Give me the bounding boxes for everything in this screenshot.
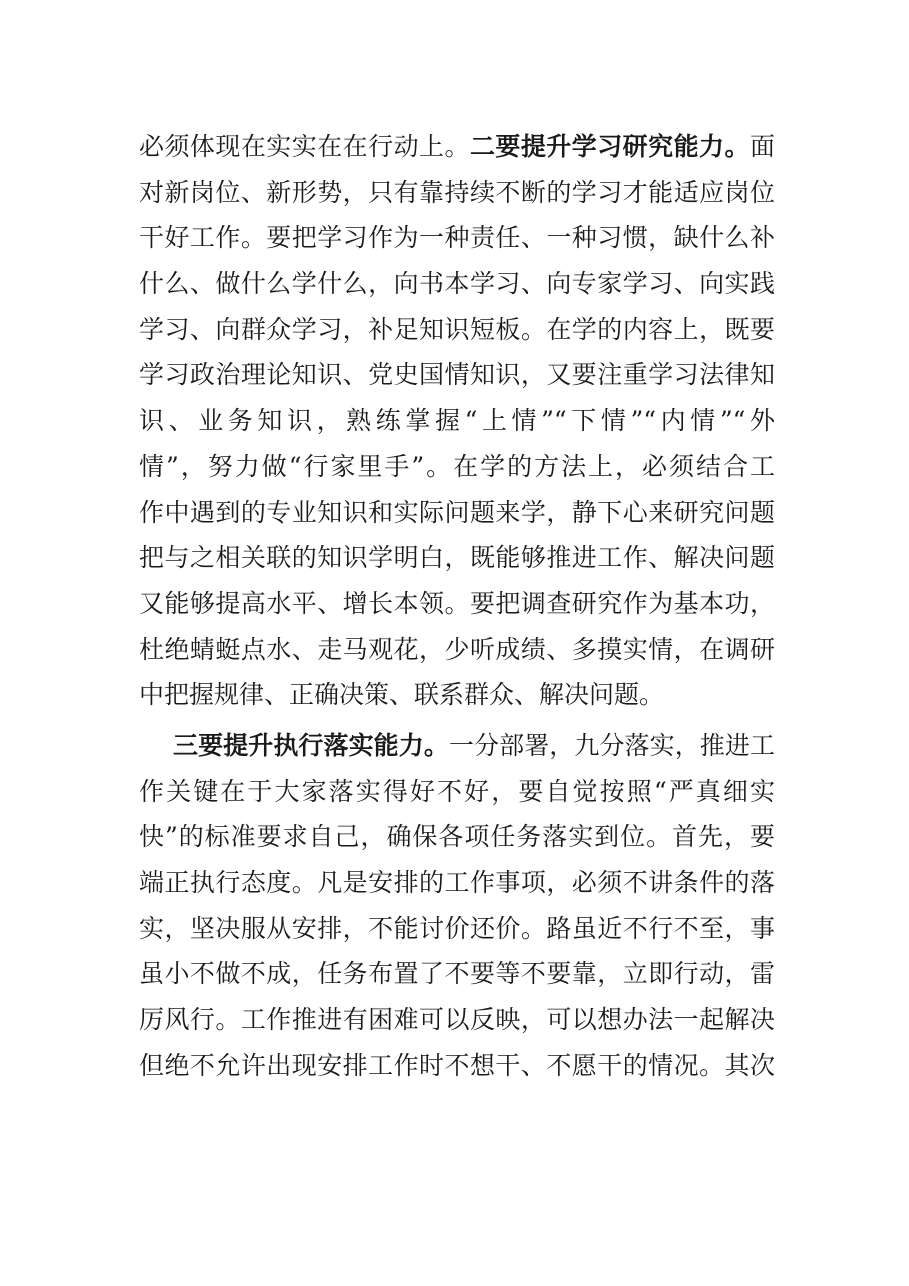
text-line [139, 352, 775, 398]
body-text: 作关键在于大家落实得好不好，要自觉按照“严真细实 [139, 776, 775, 806]
text-line [139, 581, 775, 627]
body-text: 作中遇到的专业知识和实际问题来学，静下心来研究问题 [139, 497, 775, 527]
body-text: 端正执行态度。凡是安排的工作事项，必须不讲条件的落 [139, 868, 775, 897]
body-text: 又能够提高水平、增长本领。要把调查研究作为基本功， [139, 588, 775, 618]
body-text: 但绝不允许出现安排工作时不想干、不愿干的情况。其次 [139, 1050, 775, 1080]
text-line [139, 215, 775, 261]
text-line [139, 627, 775, 673]
text-line [139, 672, 775, 718]
text-line [139, 906, 775, 952]
body-text: 对新岗位、新形势，只有靠持续不断的学习才能适应岗位 [139, 177, 775, 207]
text-line [139, 814, 775, 860]
body-text: 实，坚决服从安排，不能讨价还价。路虽近不行不至，事 [139, 913, 775, 943]
text-line [139, 490, 775, 536]
body-text: 杜绝蜻蜓点水、走马观花，少听成绩、多摸实情，在调研 [139, 634, 775, 664]
body-text: 什么、做什么学什么，向书本学习、向专家学习、向实践 [139, 269, 775, 299]
text-line [139, 769, 775, 815]
text-line [139, 307, 775, 353]
text-line [139, 444, 775, 490]
body-text: 快”的标准要求自己，确保各项任务落实到位。首先，要 [139, 822, 775, 852]
text-line [139, 860, 775, 906]
body-text: 识、业务知识，熟练掌握“上情”“下情”“内情”“外 [139, 406, 775, 436]
body-text: 中把握规律、正确决策、联系群众、解决问题。 [139, 680, 665, 710]
text-line [139, 398, 775, 444]
body-text: 干好工作。要把学习作为一种责任、一种习惯，缺什么补 [139, 223, 775, 253]
text-line [139, 997, 775, 1043]
body-text: 面 [749, 132, 775, 161]
text-line [139, 535, 775, 581]
text-line [139, 124, 775, 170]
bold-heading-text: 三要提升执行落实能力。 [173, 730, 449, 760]
text-line [139, 723, 775, 769]
body-text: 学习政治理论知识、党史国情知识，又要注重学习法律知 [139, 360, 775, 390]
paragraph [139, 124, 775, 718]
bold-heading-text: 二要提升学习研究能力。 [469, 132, 750, 161]
text-line [139, 951, 775, 997]
body-text: 虽小不做不成，任务布置了不要等不要靠，立即行动，雷 [139, 959, 775, 989]
body-text: 厉风行。工作推进有困难可以反映，可以想办法一起解决 [139, 1005, 775, 1035]
text-line [139, 170, 775, 216]
paragraph [139, 723, 775, 1089]
body-text: 学习、向群众学习，补足知识短板。在学的内容上，既要 [139, 314, 775, 344]
body-text: 一分部署，九分落实，推进工 [448, 730, 775, 760]
text-line [139, 261, 775, 307]
body-text: 把与之相关联的知识学明白，既能够推进工作、解决问题 [139, 543, 775, 573]
document-body [139, 124, 775, 1088]
body-text: 必须体现在实实在在行动上。 [139, 132, 470, 161]
body-text: 情”，努力做“行家里手”。在学的方法上，必须结合工 [139, 451, 775, 481]
text-line [139, 1043, 775, 1089]
